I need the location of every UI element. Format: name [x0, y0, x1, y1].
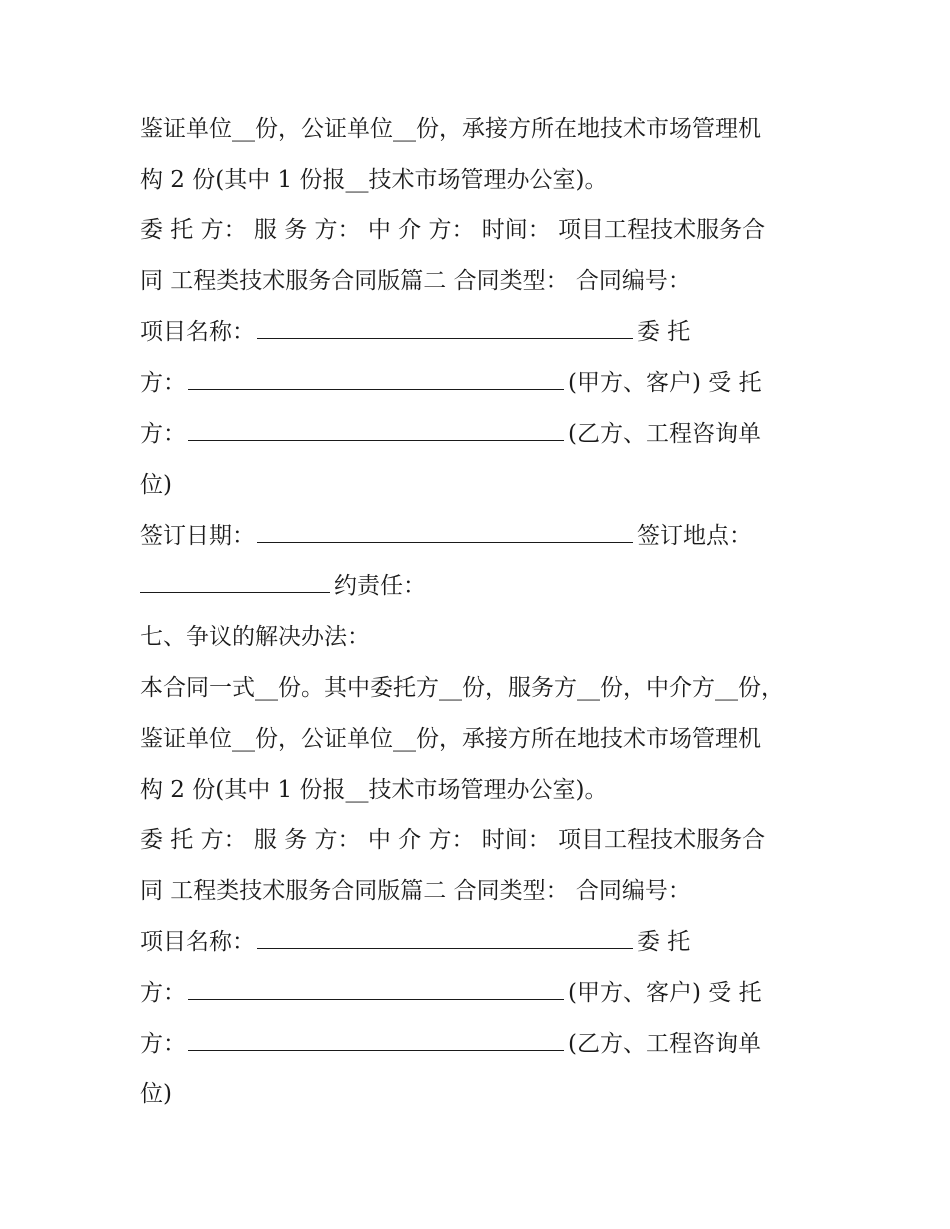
line-text: 鉴证单位__份，公证单位__份，承接方所在地技术市场管理机: [140, 116, 761, 142]
field-label: 方：: [140, 370, 186, 396]
paragraph-line: [140, 163, 820, 197]
field-label: (甲方、客户) 受 托: [568, 980, 762, 1006]
field-label: 委 托: [637, 319, 691, 345]
line-text: 委 托 方： 服 务 方： 中 介 方： 时间： 项目工程技术服务合: [140, 217, 766, 243]
form-line-project-name: [140, 925, 820, 959]
field-label: 方：: [140, 421, 186, 447]
field-label: (乙方、工程咨询单: [568, 1031, 761, 1057]
field-label: 签订日期：: [140, 523, 255, 549]
field-label: 方：: [140, 1031, 186, 1057]
line-text: 同 工程类技术服务合同版篇二 合同类型： 合同编号：: [140, 268, 691, 294]
field-label: 签订地点：: [637, 523, 752, 549]
paragraph-line: [140, 112, 820, 146]
line-text: 本合同一式__份。其中委托方__份，服务方__份，中介方__份，: [140, 675, 784, 701]
form-line-sign-place: [140, 569, 820, 603]
field-label: 方：: [140, 980, 186, 1006]
fill-blank: [140, 570, 330, 593]
field-label: 委 托: [637, 929, 691, 955]
paragraph-line: [140, 722, 820, 756]
line-text: 约责任：: [334, 573, 426, 599]
line-text: 七、争议的解决办法：: [140, 624, 370, 650]
paragraph-line: [140, 671, 820, 705]
field-label: (乙方、工程咨询单: [568, 421, 761, 447]
fill-blank: [188, 418, 564, 441]
form-line-contractor: [140, 417, 820, 451]
field-label: 项目名称：: [140, 319, 255, 345]
fill-blank: [257, 316, 633, 339]
fill-blank: [188, 1028, 564, 1051]
line-text: 位): [140, 1081, 172, 1107]
form-line-project-name: [140, 315, 820, 349]
line-text: 同 工程类技术服务合同版篇二 合同类型： 合同编号：: [140, 878, 691, 904]
form-line-sign-date: [140, 519, 820, 553]
paragraph-line: [140, 1077, 820, 1111]
paragraph-line: [140, 874, 820, 908]
field-label: (甲方、客户) 受 托: [568, 370, 762, 396]
form-line-client: [140, 976, 820, 1010]
section-heading: [140, 620, 820, 654]
line-text: 构 2 份(其中 1 份报__技术市场管理办公室)。: [140, 167, 608, 193]
form-line-client: [140, 366, 820, 400]
paragraph-line: [140, 823, 820, 857]
paragraph-line: [140, 213, 820, 247]
field-label: 项目名称：: [140, 929, 255, 955]
paragraph-line: [140, 264, 820, 298]
fill-blank: [257, 520, 633, 543]
fill-blank: [257, 926, 633, 949]
line-text: 鉴证单位__份，公证单位__份，承接方所在地技术市场管理机: [140, 726, 761, 752]
paragraph-line: [140, 468, 820, 502]
form-line-contractor: [140, 1027, 820, 1061]
fill-blank: [188, 367, 564, 390]
line-text: 构 2 份(其中 1 份报__技术市场管理办公室)。: [140, 777, 608, 803]
fill-blank: [188, 977, 564, 1000]
line-text: 委 托 方： 服 务 方： 中 介 方： 时间： 项目工程技术服务合: [140, 827, 766, 853]
paragraph-line: [140, 773, 820, 807]
line-text: 位): [140, 472, 172, 498]
